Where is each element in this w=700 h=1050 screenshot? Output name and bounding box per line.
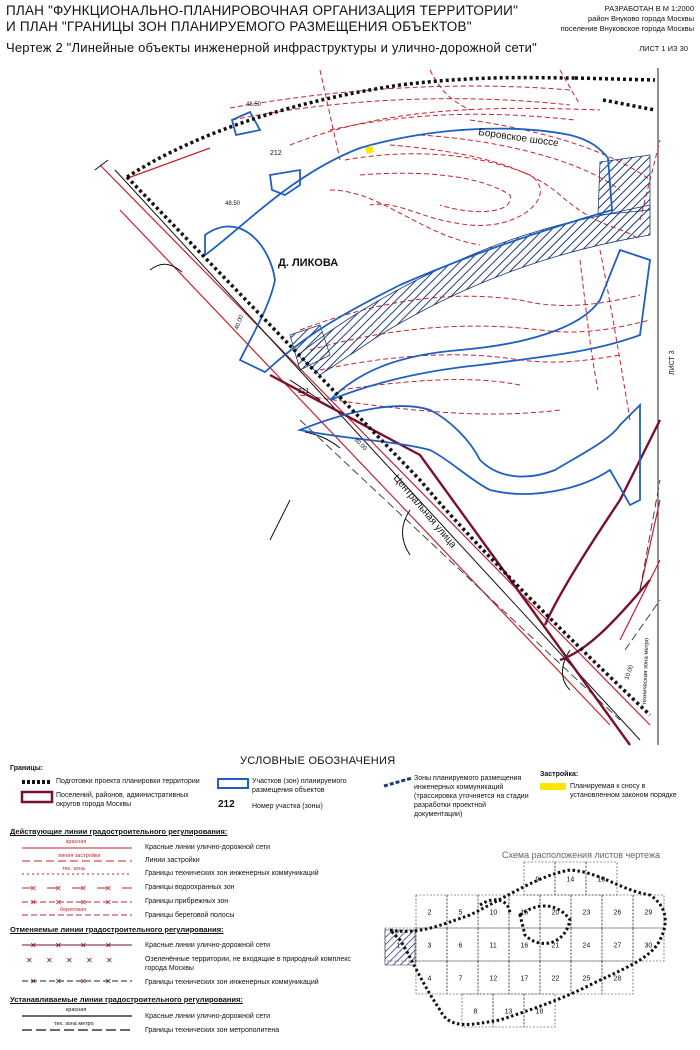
legend-district-boundary: Поселений, районов, административных округов города Москвы: [56, 792, 189, 808]
scheme-sheet-number: 19: [597, 876, 606, 884]
svg-text:✕: ✕: [106, 956, 113, 965]
sheet-number: ЛИСТ 1 ИЗ 30: [639, 44, 688, 53]
svg-text:✕: ✕: [105, 977, 112, 986]
scheme-sheet-number: 26: [613, 909, 622, 917]
title-line-2: И ПЛАН "ГРАНИЦЫ ЗОН ПЛАНИРУЕМОГО РАЗМЕЩЕНИЯ ОБЪЕКТОВ": [6, 19, 472, 34]
scheme-sheet-number: 3: [427, 942, 432, 950]
metro-zone-label: техническая зона метро: [642, 637, 651, 706]
legend-n2-tag: тех. зона метро: [54, 1021, 94, 1027]
legend-e5: Границы прибрежных зон: [145, 898, 229, 905]
scheme-sheet-number: 8: [473, 1008, 478, 1016]
scheme-sheet-number: 24: [582, 942, 591, 950]
scheme-sheet-number: 30: [644, 942, 653, 950]
title-line-1: ПЛАН "ФУНКЦИОНАЛЬНО-ПЛАНИРОВОЧНАЯ ОРГАНИЗАЦИЯ ТЕРРИТОРИИ": [6, 3, 519, 18]
scale-note: РАЗРАБОТАН В М 1:2000: [604, 4, 694, 13]
road-label-central: Центральная улица: [390, 472, 459, 551]
scheme-sheet-number: 20: [551, 909, 560, 917]
svg-text:✕: ✕: [55, 941, 62, 950]
scheme-sheet-number: 14: [566, 876, 575, 884]
scheme-title: Схема расположения листов чертежа: [502, 850, 660, 860]
legend-n1-tag: красная: [66, 1007, 87, 1013]
legend-plot-boundary: Участков (зон) планируемого размещения объектов: [252, 778, 347, 794]
scheme-sheet-number: 9: [535, 876, 540, 884]
svg-text:✕: ✕: [46, 956, 53, 965]
scheme-sheet-number: 22: [551, 975, 560, 983]
legend-demolition: Планируемая к сносу в установленном законом порядке: [570, 783, 677, 799]
svg-text:✕: ✕: [66, 956, 73, 965]
scheme-sheet-number: 27: [613, 942, 622, 950]
scheme-sheet-cell: [416, 928, 447, 961]
scheme-sheet-number: 28: [613, 975, 622, 983]
scheme-sheet-number: 11: [489, 942, 497, 950]
svg-text:✕: ✕: [30, 941, 37, 950]
legend-e1-tag: красная: [66, 839, 87, 845]
legend-plot-number-sample: 212: [218, 799, 235, 810]
scheme-sheet-number: 17: [520, 975, 529, 983]
svg-text:✕: ✕: [105, 941, 112, 950]
scheme-sheet-number: 23: [582, 909, 591, 917]
drawing-subtitle: Чертеж 2 "Линейные объекты инженерной инфраструктуры и улично-дорожной сети": [6, 40, 537, 55]
scheme-sheet-cell: [447, 895, 478, 928]
scheme-sheet-cell: [447, 961, 478, 994]
legend-e1: Красные линии улично-дорожной сети: [145, 844, 271, 851]
legend-utility-zones: Зоны планируемого размещения инженерных коммуникаций (трассировка уточняется на стадии разработки проектной документации): [414, 775, 529, 818]
legend-new-heading: Устанавливаемые линии градостроительного регулирования:: [10, 995, 243, 1004]
legend-c2: Озеленённые территории, не входящие в природный комплекс города Москвы: [145, 956, 351, 972]
legend-e2-tag: линия застройки: [58, 853, 101, 859]
legend-project-boundary: Подготовки проекта планировки территории: [56, 778, 200, 785]
legend-buildings-heading: Застройка:: [540, 771, 579, 778]
scheme-sheet-number: 6: [458, 942, 463, 950]
legend-boundaries-heading: Границы:: [10, 765, 44, 772]
svg-text:✕: ✕: [105, 884, 112, 893]
scheme-sheet-number: 13: [504, 1008, 513, 1016]
road-label-borovskoe: Боровское шоссе: [477, 127, 560, 150]
legend-e6: Границы береговой полосы: [145, 912, 235, 919]
legend-cancel-heading: Отменяемые линии градостроительного регулирования:: [10, 925, 224, 934]
scheme-sheet-number: 18: [535, 1008, 544, 1016]
svg-text:✕: ✕: [105, 898, 112, 907]
dimension-1: 48.50: [246, 102, 262, 108]
scheme-sheet-cell: [447, 928, 478, 961]
scheme-sheet-number: 10: [489, 909, 498, 917]
scheme-sheet-number: 16: [520, 942, 529, 950]
dimension-5: 10.00: [624, 664, 636, 681]
village-label: Д. ЛИКОВА: [278, 257, 339, 269]
district-note: район Внуково города Москвы: [588, 14, 694, 23]
svg-text:✕: ✕: [86, 956, 93, 965]
legend-e3-tag: тех. зона: [62, 866, 85, 872]
svg-text:✕: ✕: [80, 977, 87, 986]
scheme-sheet-number: 25: [582, 975, 591, 983]
legend-c1: Красные линии улично-дорожной сети: [145, 942, 271, 949]
scheme-sheet-number: 12: [489, 975, 498, 983]
scheme-sheet-number: 2: [427, 909, 432, 917]
legend-n1: Красные линии улично-дорожной сети: [145, 1013, 271, 1020]
legend-e2: Линии застройки: [145, 857, 200, 864]
legend-existing-heading: Действующие линии градостроительного регулирования:: [10, 827, 228, 836]
legend-e6-tag: береговая: [60, 907, 87, 913]
svg-text:✕: ✕: [30, 898, 37, 907]
svg-text:✕: ✕: [55, 884, 62, 893]
scheme-sheet-number: 7: [458, 975, 463, 983]
scheme-sheet-cell: [416, 895, 447, 928]
svg-text:✕: ✕: [26, 956, 33, 965]
dimension-4: 30.00: [352, 437, 368, 453]
plot-number-212: 212: [270, 150, 282, 157]
legend-n2: Границы технических зон метрополитена: [145, 1027, 280, 1034]
scheme-sheet-number: 15: [520, 909, 529, 917]
svg-text:✕: ✕: [30, 977, 37, 986]
svg-text:✕: ✕: [55, 898, 62, 907]
legend-e3: Границы технических зон инженерных коммуникаций: [145, 870, 319, 877]
svg-text:✕: ✕: [80, 884, 87, 893]
svg-text:✕: ✕: [80, 941, 87, 950]
svg-text:✕: ✕: [80, 898, 87, 907]
legend-e4: Границы водоохранных зон: [145, 884, 235, 891]
dimension-2: 48.50: [225, 201, 241, 207]
settlement-note: поселение Внуковское города Москвы: [560, 24, 694, 33]
sheet-reference: ЛИСТ 3: [669, 350, 676, 375]
plot-number-211: 211: [298, 388, 310, 395]
dimension-3: 40.00: [234, 314, 246, 331]
svg-text:✕: ✕: [30, 884, 37, 893]
scheme-sheet-number: 29: [644, 909, 653, 917]
svg-text:✕: ✕: [55, 977, 62, 986]
legend-plot-number-text: Номер участка (зоны): [252, 803, 323, 810]
legend-title: УСЛОВНЫЕ ОБОЗНАЧЕНИЯ: [240, 755, 396, 767]
scheme-sheet-number: 21: [551, 942, 560, 950]
scheme-sheet-number: 5: [458, 909, 463, 917]
scheme-sheet-number: 4: [427, 975, 432, 983]
legend-c3: Границы технических зон инженерных коммуникаций: [145, 979, 319, 986]
